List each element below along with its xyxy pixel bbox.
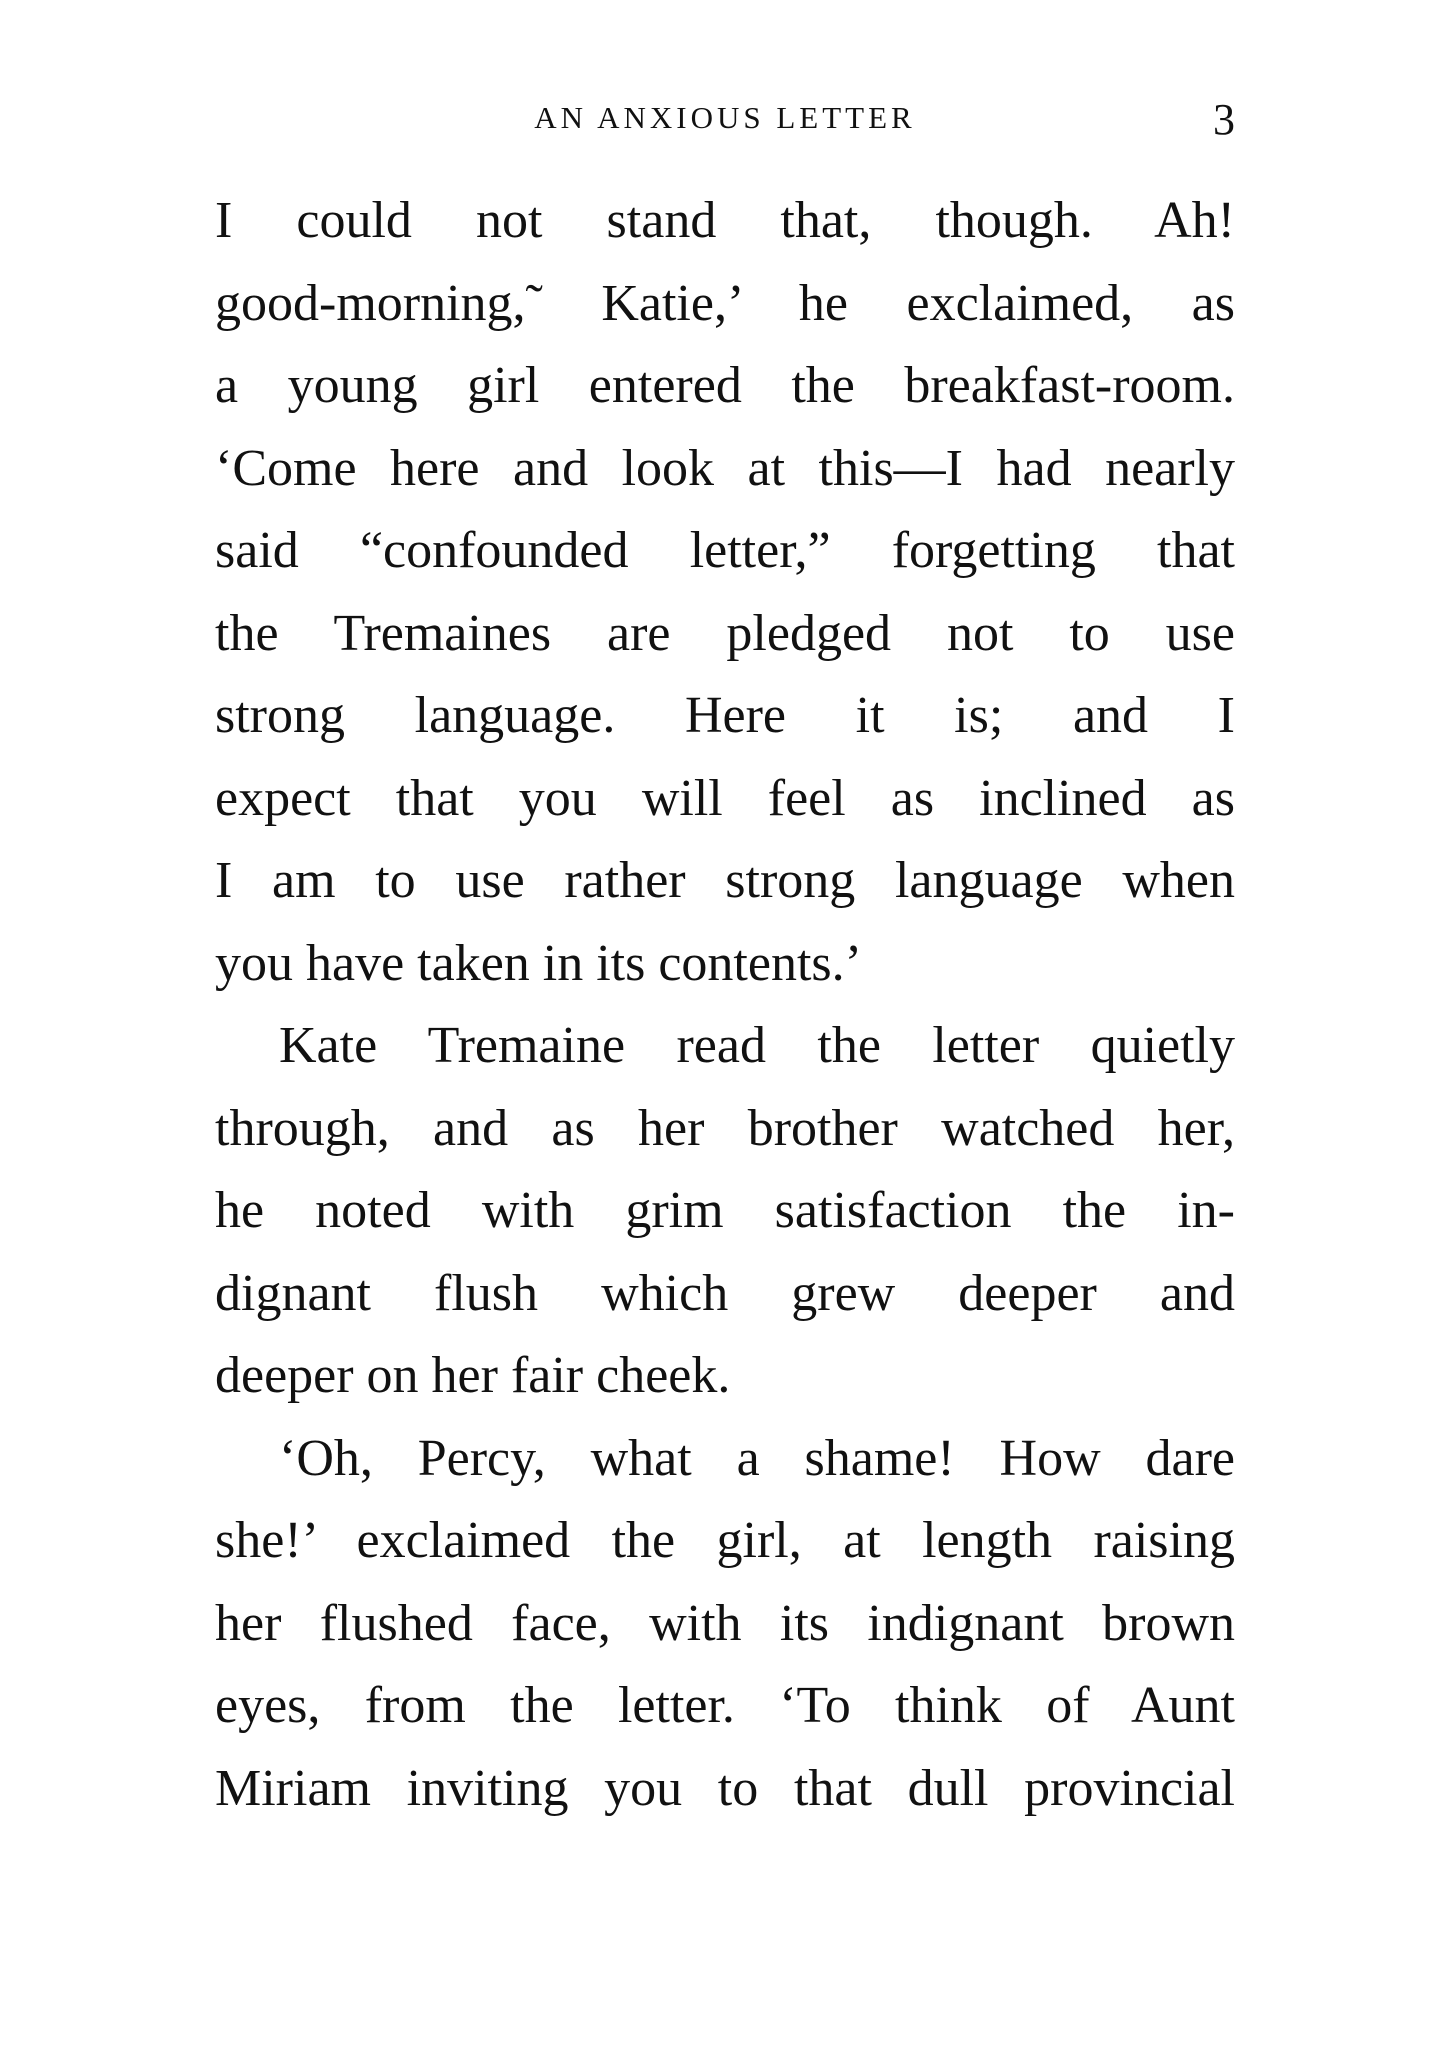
text-line: eyes, from the letter. ‘To think of Aunt (215, 1677, 1235, 1734)
text-line: you have taken in its contents.’ (215, 934, 862, 992)
body-text (215, 180, 1235, 1830)
text-line: a young girl entered the breakfast-room. (215, 357, 1235, 414)
running-head (215, 88, 1235, 148)
text-line: the Tremaines are pledged not to use (215, 604, 1235, 662)
running-title: AN ANXIOUS LETTER (534, 100, 916, 135)
text-line: deeper on her fair cheek. (215, 1347, 731, 1404)
text-line: ‘Come here and look at this—I had nearly (215, 439, 1235, 497)
text-line: Kate Tremaine read the letter quietly (279, 1017, 1235, 1074)
text-line: Miriam inviting you to that dull provincial (215, 1759, 1235, 1817)
text-line: said “confounded letter,” forgetting that (215, 522, 1235, 579)
text-line: she!’ exclaimed the girl, at length raising (215, 1512, 1235, 1569)
text-line: through, and as her brother watched her, (215, 1099, 1235, 1157)
text-line: expect that you will feel as inclined as (215, 769, 1235, 827)
page-number: 3 (1213, 95, 1235, 144)
text-line: I could not stand that, though. Ah! (215, 192, 1235, 249)
text-line: dignant flush which grew deeper and (215, 1264, 1235, 1322)
text-line: ‘Oh, Percy, what a shame! How dare (279, 1429, 1235, 1487)
text-line: her flushed face, with its indignant brown (215, 1594, 1235, 1652)
text-line: I am to use rather strong language when (215, 852, 1235, 909)
text-line: strong language. Here it is; and I (215, 687, 1235, 744)
text-line: he noted with grim satisfaction the in- (215, 1182, 1235, 1239)
text-line: good-morning,˜ Katie,’ he exclaimed, as (215, 274, 1235, 332)
